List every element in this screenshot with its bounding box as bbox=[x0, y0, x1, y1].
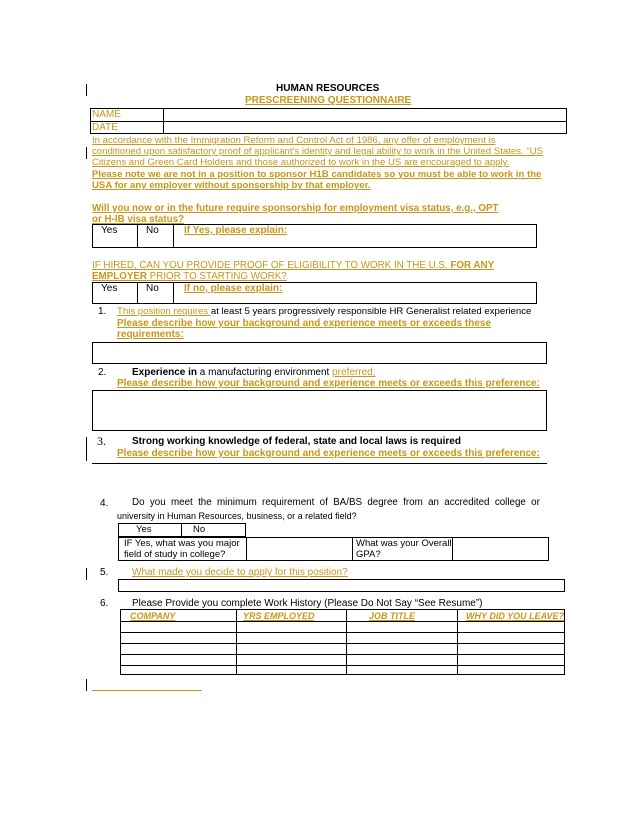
question-2-answer-field[interactable] bbox=[92, 390, 547, 431]
question-1-number: 1. bbox=[98, 306, 107, 317]
column-header-years: YRS EMPLOYED bbox=[243, 611, 315, 621]
table-col-divider bbox=[346, 609, 347, 675]
gpa-label-line: GPA? bbox=[356, 549, 381, 560]
header-subtitle: PRESCREENING QUESTIONNAIRE bbox=[245, 95, 412, 106]
margin-mark bbox=[86, 84, 87, 96]
header-title: HUMAN RESOURCES bbox=[276, 83, 380, 94]
question-5-answer-field[interactable] bbox=[118, 579, 565, 592]
table-divider bbox=[181, 523, 182, 537]
table-row-divider bbox=[120, 643, 565, 644]
table-divider bbox=[352, 537, 353, 561]
table-divider bbox=[173, 282, 174, 304]
name-label: NAME bbox=[92, 109, 121, 120]
table-col-divider bbox=[236, 609, 237, 675]
sponsorship-explain-label: If Yes, please explain: bbox=[184, 225, 288, 236]
question-3-number: 3. bbox=[97, 434, 106, 448]
margin-mark bbox=[86, 568, 87, 580]
table-col-divider bbox=[457, 609, 458, 675]
date-field[interactable] bbox=[165, 122, 565, 133]
question-1-text bbox=[117, 306, 531, 318]
question-2-number: 2. bbox=[98, 367, 107, 378]
table-divider bbox=[163, 108, 164, 134]
question-4-text: Do you meet the minimum requirement of BA/BS degree from an accredited college or bbox=[132, 497, 540, 508]
table-divider bbox=[137, 282, 138, 304]
eligibility-explain-field[interactable] bbox=[290, 284, 534, 302]
table-row-divider bbox=[120, 654, 565, 655]
question-2-preferred: preferred; bbox=[332, 367, 376, 378]
notice-line: conditioned upon satisfactory proof of applicant's identity and legal ability to work in the United States. "US bbox=[92, 146, 544, 157]
question-3-answer-line[interactable] bbox=[92, 463, 547, 464]
major-label-line: field of study in college? bbox=[124, 549, 226, 560]
eligibility-explain-label: If no, please explain: bbox=[184, 283, 283, 294]
sponsorship-yes-option[interactable]: Yes bbox=[101, 225, 118, 236]
question-5-number: 5. bbox=[100, 567, 109, 578]
sponsorship-no-option[interactable]: No bbox=[146, 225, 159, 236]
column-header-job-title: JOB TITLE bbox=[369, 611, 416, 621]
eligibility-yes-option[interactable]: Yes bbox=[101, 283, 118, 294]
table-divider bbox=[246, 537, 247, 561]
column-header-reason: WHY DID YOU LEAVE? bbox=[466, 611, 565, 621]
question-1-rest: at least 5 years progressively responsible HR Generalist related experience bbox=[210, 306, 532, 317]
notice-line: Please note we are not in a position to sponsor H1B candidates so you must be able to work in the bbox=[92, 169, 542, 180]
major-label-line: IF Yes, what was you major bbox=[124, 538, 240, 549]
question-3-prompt: Please describe how your background and experience meets or exceeds this preference: bbox=[117, 448, 540, 459]
question-2-lead: Experience in bbox=[132, 367, 198, 378]
table-row-divider bbox=[120, 665, 565, 666]
question-1-prompt: requirements: bbox=[117, 329, 184, 340]
gpa-label-line: What was your Overall bbox=[356, 538, 452, 549]
question-2-rest: a manufacturing environment bbox=[197, 367, 333, 378]
date-label: DATE bbox=[92, 122, 118, 133]
question-1-prompt: Please describe how your background and experience meets or exceeds these bbox=[117, 318, 492, 329]
sponsorship-question: or H-IB visa status? bbox=[92, 214, 185, 225]
degree-yes-option[interactable]: Yes bbox=[136, 524, 152, 535]
column-header-company: COMPANY bbox=[130, 611, 176, 621]
margin-mark bbox=[86, 449, 87, 461]
eligibility-question-emphasis: EMPLOYER bbox=[92, 271, 147, 282]
major-field[interactable] bbox=[248, 539, 350, 559]
notice-line: In accordance with the Immigration Reform and Control Act of 1986, any offer of employment is bbox=[92, 135, 496, 146]
question-5-text: What made you decide to apply for this position? bbox=[132, 567, 348, 578]
table-divider bbox=[173, 224, 174, 248]
question-6-number: 6. bbox=[100, 598, 109, 609]
sponsorship-explain-field[interactable] bbox=[290, 226, 534, 246]
major-label bbox=[124, 538, 240, 560]
question-1-lead: This position requires bbox=[117, 306, 211, 317]
gpa-field[interactable] bbox=[454, 539, 547, 559]
notice-line: USA for any employer without sponsorship by that employer. bbox=[92, 180, 371, 191]
footer-line bbox=[92, 690, 202, 691]
table-divider bbox=[137, 224, 138, 248]
sponsorship-question: Will you now or in the future require sponsorship for employment visa status, e.g., OPT bbox=[92, 203, 499, 214]
eligibility-question-text: PRIOR TO STARTING WORK? bbox=[146, 271, 287, 282]
table-row-divider bbox=[120, 632, 565, 633]
question-3-text: Strong working knowledge of federal, state and local laws is required bbox=[132, 436, 461, 447]
table-divider bbox=[452, 537, 453, 561]
notice-line: Citizens and Green Card Holders and those authorized to work in the US are encouraged to apply. bbox=[92, 157, 510, 168]
eligibility-question-text: IF HIRED, CAN YOU PROVIDE PROOF OF ELIGIBILITY TO WORK IN THE U.S. bbox=[92, 260, 451, 271]
eligibility-no-option[interactable]: No bbox=[146, 283, 159, 294]
name-field[interactable] bbox=[165, 109, 565, 120]
margin-mark bbox=[86, 147, 87, 159]
margin-mark bbox=[86, 679, 87, 691]
eligibility-question-emphasis: FOR ANY bbox=[450, 260, 495, 271]
question-6-text: Please Provide you complete Work History (Please Do Not Say “See Resume”) bbox=[132, 598, 483, 609]
question-2-prompt: Please describe how your background and experience meets or exceeds this preference: bbox=[117, 378, 540, 389]
margin-mark bbox=[86, 437, 87, 449]
question-1-answer-field[interactable] bbox=[92, 342, 547, 364]
gpa-label bbox=[356, 538, 452, 560]
question-4-text: university in Human Resources, business, or a related field? bbox=[117, 511, 357, 521]
degree-no-option[interactable]: No bbox=[193, 524, 206, 535]
question-4-number: 4. bbox=[100, 498, 109, 509]
